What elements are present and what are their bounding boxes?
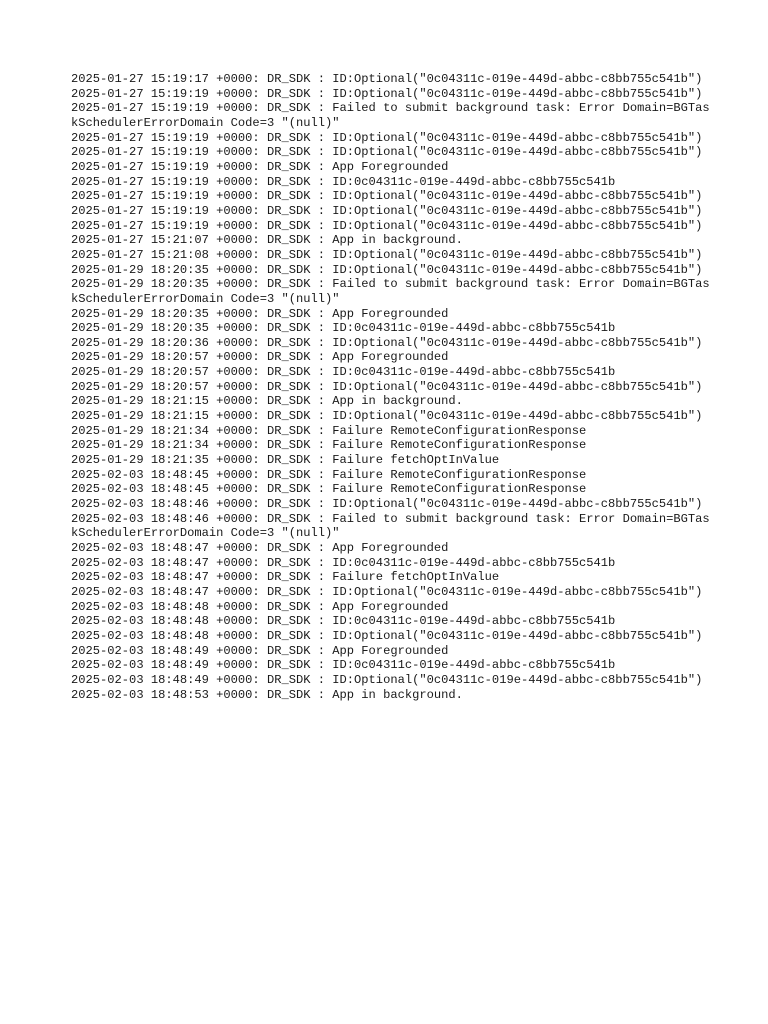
log-line: 2025-01-29 18:20:35 +0000: DR_SDK : Failed to submit background task: Error Domain=BGTaskSchedulerErrorDomain Code=3 "(null)" (71, 277, 710, 306)
log-line: 2025-01-29 18:21:15 +0000: DR_SDK : App in background. (71, 394, 463, 409)
log-line: 2025-01-27 15:19:19 +0000: DR_SDK : ID:Optional("0c04311c-019e-449d-abbc-c8bb755c541b") (71, 218, 703, 233)
log-line: 2025-02-03 18:48:48 +0000: DR_SDK : ID:Optional("0c04311c-019e-449d-abbc-c8bb755c541b") (71, 628, 703, 643)
log-line: 2025-01-29 18:20:57 +0000: DR_SDK : ID:0c04311c-019e-449d-abbc-c8bb755c541b (71, 365, 616, 380)
log-line: 2025-02-03 18:48:49 +0000: DR_SDK : App Foregrounded (71, 643, 449, 658)
log-line: 2025-01-29 18:21:34 +0000: DR_SDK : Failure RemoteConfigurationResponse (71, 438, 587, 453)
log-line: 2025-01-29 18:20:35 +0000: DR_SDK : ID:0c04311c-019e-449d-abbc-c8bb755c541b (71, 321, 616, 336)
log-line: 2025-01-27 15:19:19 +0000: DR_SDK : ID:0c04311c-019e-449d-abbc-c8bb755c541b (71, 174, 616, 189)
log-line: 2025-01-27 15:19:19 +0000: DR_SDK : ID:Optional("0c04311c-019e-449d-abbc-c8bb755c541b") (71, 203, 703, 218)
log-line: 2025-01-27 15:19:19 +0000: DR_SDK : ID:Optional("0c04311c-019e-449d-abbc-c8bb755c541b") (71, 189, 703, 204)
log-line: 2025-01-27 15:19:19 +0000: DR_SDK : App Foregrounded (71, 159, 449, 174)
log-line: 2025-01-29 18:21:34 +0000: DR_SDK : Failure RemoteConfigurationResponse (71, 423, 587, 438)
log-line: 2025-02-03 18:48:46 +0000: DR_SDK : ID:Optional("0c04311c-019e-449d-abbc-c8bb755c541b") (71, 497, 703, 512)
log-line: 2025-01-27 15:21:08 +0000: DR_SDK : ID:Optional("0c04311c-019e-449d-abbc-c8bb755c541b") (71, 247, 703, 262)
log-line: 2025-02-03 18:48:48 +0000: DR_SDK : ID:0c04311c-019e-449d-abbc-c8bb755c541b (71, 614, 616, 629)
log-document (71, 72, 711, 702)
log-line: 2025-02-03 18:48:49 +0000: DR_SDK : ID:Optional("0c04311c-019e-449d-abbc-c8bb755c541b") (71, 672, 703, 687)
log-line: 2025-01-29 18:20:57 +0000: DR_SDK : App Foregrounded (71, 350, 449, 365)
log-line: 2025-02-03 18:48:45 +0000: DR_SDK : Failure RemoteConfigurationResponse (71, 467, 587, 482)
log-line: 2025-01-27 15:19:19 +0000: DR_SDK : ID:Optional("0c04311c-019e-449d-abbc-c8bb755c541b") (71, 130, 703, 145)
log-line: 2025-01-27 15:19:17 +0000: DR_SDK : ID:Optional("0c04311c-019e-449d-abbc-c8bb755c541b") (71, 72, 703, 86)
log-line: 2025-02-03 18:48:47 +0000: DR_SDK : Failure fetchOptInValue (71, 570, 500, 585)
log-line: 2025-01-27 15:19:19 +0000: DR_SDK : ID:Optional("0c04311c-019e-449d-abbc-c8bb755c541b") (71, 86, 703, 101)
log-line: 2025-01-29 18:21:35 +0000: DR_SDK : Failure fetchOptInValue (71, 453, 500, 468)
log-line: 2025-02-03 18:48:47 +0000: DR_SDK : ID:0c04311c-019e-449d-abbc-c8bb755c541b (71, 555, 616, 570)
log-line: 2025-01-29 18:21:15 +0000: DR_SDK : ID:Optional("0c04311c-019e-449d-abbc-c8bb755c541b") (71, 409, 703, 424)
log-line: 2025-01-27 15:21:07 +0000: DR_SDK : App in background. (71, 233, 463, 248)
log-line: 2025-02-03 18:48:53 +0000: DR_SDK : App in background. (71, 687, 463, 702)
log-line: 2025-01-27 15:19:19 +0000: DR_SDK : ID:Optional("0c04311c-019e-449d-abbc-c8bb755c541b") (71, 145, 703, 160)
log-line: 2025-02-03 18:48:49 +0000: DR_SDK : ID:0c04311c-019e-449d-abbc-c8bb755c541b (71, 658, 616, 673)
log-line: 2025-01-29 18:20:57 +0000: DR_SDK : ID:Optional("0c04311c-019e-449d-abbc-c8bb755c541b") (71, 379, 703, 394)
log-line: 2025-01-29 18:20:35 +0000: DR_SDK : App Foregrounded (71, 306, 449, 321)
log-line: 2025-02-03 18:48:46 +0000: DR_SDK : Failed to submit background task: Error Domain=BGTaskSchedulerErrorDomain Code=3 "(null)" (71, 511, 710, 541)
log-line: 2025-02-03 18:48:48 +0000: DR_SDK : App Foregrounded (71, 599, 449, 614)
log-line: 2025-01-27 15:19:19 +0000: DR_SDK : Failed to submit background task: Error Domain=BGTaskSchedulerErrorDomain Code=3 "(null)" (71, 101, 710, 130)
log-line: 2025-02-03 18:48:47 +0000: DR_SDK : ID:Optional("0c04311c-019e-449d-abbc-c8bb755c541b") (71, 584, 703, 599)
log-line: 2025-02-03 18:48:45 +0000: DR_SDK : Failure RemoteConfigurationResponse (71, 482, 587, 497)
log-line: 2025-02-03 18:48:47 +0000: DR_SDK : App Foregrounded (71, 541, 449, 555)
log-line: 2025-01-29 18:20:35 +0000: DR_SDK : ID:Optional("0c04311c-019e-449d-abbc-c8bb755c541b") (71, 262, 703, 277)
log-line: 2025-01-29 18:20:36 +0000: DR_SDK : ID:Optional("0c04311c-019e-449d-abbc-c8bb755c541b") (71, 335, 703, 350)
